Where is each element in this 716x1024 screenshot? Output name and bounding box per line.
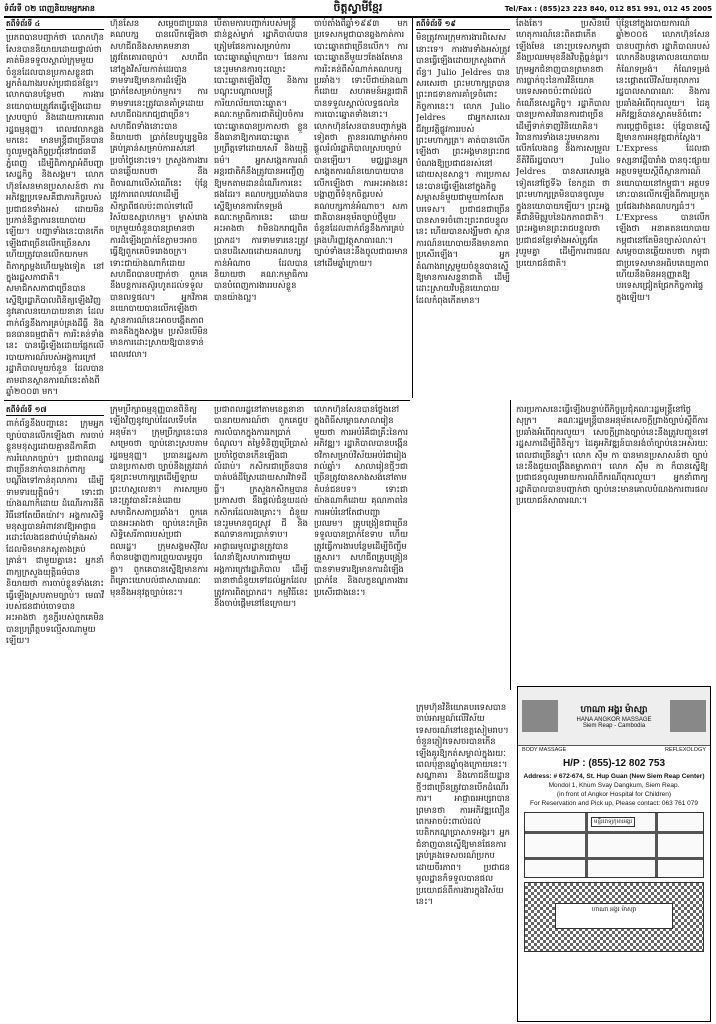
ad-brand-khmer: ហាណា អង្គរ ម៉ាស្សា [580, 703, 648, 714]
column-divider [412, 18, 413, 398]
map-road [655, 813, 658, 877]
ad-brand-latin: HANA ANGKOR MASSAGE [576, 716, 652, 723]
ad-captions [518, 746, 710, 754]
body-massage-caption: BODY MASSAGE [522, 747, 567, 753]
article-body: ក្រុមប្រឹក្សាធម្មនុញ្ញបានពិនិត្យឡើងវិញនូវច្បាប់ដែលទើបតែអនុម័ត។ ក្រុមប្រឹក្សានេះបានសម្រេចថា ច្បាប់នោះស្របតាមរដ្ឋធម្មនុញ្ញ។ ប្រធានរដ្ឋសភាបានប្រកាសថា ច្បាប់នឹងត្រូវដាក់ជូនព្រះមហាក្សត្រដើម្បីឡាយព្រះហស្តលេខា។ ការសម្រេចនេះត្រូវបានរិះគន់ដោយសមាជិកសភាប្រឆាំង។ ពួកគេបានអះអាងថា ច្បាប់នេះកម្រិតសិទ្ធិសេរីភាពរបស់ប្រជាពលរដ្ឋ។ ក្រុមសង្គមស៊ីវិលក៏បានបង្ហាញការព្រួយបារម្ភដូចគ្នា។ ពួកគេបានស្នើឱ្យមានការពិគ្រោះយោបល់ជាសាធារណៈមុននឹងអនុវត្តច្បាប់នេះ។ [110, 404, 208, 597]
article-column [416, 18, 510, 698]
article-body: មិនត្រូវការក្រុមការងារពិសេសនោះទេ។ ការងារទាំងអស់ត្រូវបានធ្វើឡើងដោយក្រសួងពាក់ព័ន្ធ។ Julio Jeldres បានសរសេរថា ព្រះមហាក្សត្របានព្រះរាជទានការគាំទ្រចំពោះកិច្ចការនេះ។ លោក Julio Jeldres ជាអ្នកសរសេរជីវប្រវត្តិផ្លូវការរបស់ព្រះមហាក្សត្រ។ គាត់បានលើកឡើងថា ព្រះអង្គមានព្រះរាជបំណងឱ្យប្រជាជនរស់នៅដោយសុខសាន្ត។ ការប្រកាសនេះបានធ្វើឡើងនៅក្នុងកិច្ចសម្ភាសន៍មួយជាមួយកាសែតបរទេស។ ប្រជាជនជាច្រើនបានសាទរចំពោះព្រះរាជបន្ទូលនេះ ហើយបានសង្ឃឹមថា ស្ថានការណ៍នយោបាយនឹងមានភាពប្រសើរឡើង។ អ្នកតំណាងរាស្ត្រមួយចំនួនបានស្នើឱ្យមានការសន្ទនាជាតិ ដើម្បីដោះស្រាយវិបត្តិនយោបាយដែលកំពុងកើតមាន។ [416, 32, 510, 305]
ad-address [518, 772, 710, 808]
masthead: ចិត្តស្វាមីខ្មែរ [333, 1, 383, 14]
massage-advertisement [517, 686, 711, 1022]
reflexology-caption: REFLEXOLOGY [665, 747, 706, 753]
ad-footer-label: ហាណា អង្គរ ម៉ាស្សា [555, 903, 673, 929]
article-column [6, 404, 104, 1020]
article-column [6, 18, 104, 398]
address-line: Mondol 1, Khum Svay Dangkum, Siem Reap. [548, 782, 680, 789]
article-body: ការប្រកាសនេះធ្វើឡើងបន្ទាប់ពីកិច្ចប្រជុំគណៈរដ្ឋមន្ត្រីនៅថ្ងៃសុក្រ។ គណៈរដ្ឋមន្ត្រីបានអនុម័តសេចក្តីព្រាងច្បាប់ស្តីពីការប្រឆាំងអំពើពុករលួយ។ សេចក្តីព្រាងច្បាប់នេះនឹងត្រូវបញ្ជូនទៅរដ្ឋសភាដើម្បីពិនិត្យ។ ដៃគូអភិវឌ្ឍន៍បានរង់ចាំច្បាប់នេះអស់រយៈពេលជាច្រើនឆ្នាំ។ លោក ស៊ឹម កា បានមានប្រសាសន៍ថា ច្បាប់នេះនឹងជួយពង្រឹងតម្លាភាព។ លោក ស៊ឹម កា ក៏បានស្នើឱ្យប្រជាជនចូលរួមរាយការណ៍ពីករណីពុករលួយ។ អ្នកនាំពាក្យរដ្ឋាភិបាលបានបញ្ជាក់ថា ច្បាប់នេះមានគោលបំណងការពារផលប្រយោជន៍សាធារណៈ។ [516, 404, 708, 506]
article-body: ចាប់តាំងពីឆ្នាំ១៩៩៣ មក ប្រទេសកម្ពុជាបានឆ្លងកាត់ការបោះឆ្នោតជាច្រើនលើក។ ការបោះឆ្នោតនីមួយៗតែងតែមានការរិះគន់ពីសំណាក់គណបក្សប្រឆាំង។ ទោះបីជាយ៉ាងណាក៏ដោយ សហគមន៍អន្តរជាតិបានទទួលស្គាល់លទ្ធផលនៃការបោះឆ្នោតទាំងនោះ។ លោកហ៊ុនសែនបានបញ្ជាក់ម្តងទៀតថា គ្មាននរណាម្នាក់អាចផ្តួលរំលំរដ្ឋាភិបាលស្របច្បាប់បានឡើយ។ មជ្ឈដ្ឋានអ្នកសង្កេតការណ៍នយោបាយបានលើកឡើងថា ការអះអាងនេះបង្ហាញពីទំនុកចិត្តរបស់គណបក្សកាន់អំណាច។ សភាជាតិបានអនុម័តច្បាប់ថ្មីមួយចំនួនដែលពាក់ព័ន្ធនឹងការគ្រប់គ្រងហិរញ្ញវត្ថុសាធារណៈ។ ច្បាប់ទាំងនេះនឹងចូលជាធរមាននៅដើមឆ្នាំក្រោយ។ [314, 18, 408, 268]
article-body: ក្រុមហ៊ុនវិនិយោគបរទេសបានចាប់អារម្មណ៍លើវិស័យទេសចរណ៍នៅខេត្តសៀមរាប។ ចំនួនភ្ញៀវទេសចរបានកើនឡើងគួរឱ្យកត់សម្គាល់ក្នុងរយៈពេលប៉ុន្មានឆ្នាំចុងក្រោយនេះ។ សណ្ឋាគារ និងភោជនីយដ្ឋានថ្មីៗជាច្រើនត្រូវបានបើកដំណើរការ។ អាជ្ញាធរអប្សរាបានព្រមានថា ការអភិវឌ្ឍលឿនពេកអាចប៉ះពាល់ដល់បេតិកភណ្ឌប្រាសាទអង្គរ។ អ្នកជំនាញបានស្នើឱ្យមានផែនការគ្រប់គ្រងទេសចរណ៍ប្រកបដោយចីរភាព។ ប្រជាជនមូលដ្ឋានក៏ទទួលបានផលប្រយោជន៍ពីការងារក្នុងវិស័យនេះ។ [416, 702, 510, 906]
address-line: (in front of Angkor Hospital for Children) [556, 791, 672, 798]
article-column [214, 18, 308, 398]
ad-footer-pattern [524, 882, 704, 952]
map-road [585, 813, 588, 877]
ad-logo [576, 704, 651, 729]
article-body: បើតាមការបញ្ជាក់របស់មន្ត្រីជាន់ខ្ពស់ម្នាក់ រដ្ឋាភិបាលបានត្រៀមផែនការសម្រាប់ការបោះឆ្នោតឆ្នាំក្រោយ។ ផែនការនេះរួមមានការចុះឈ្មោះបោះឆ្នោតឡើងវិញ និងការបណ្តុះបណ្តាលមន្ត្រីការិយាល័យបោះឆ្នោត។ គណៈកម្មាធិការជាតិរៀបចំការបោះឆ្នោតបានប្រកាសថា ខ្លួននឹងធានាឱ្យការបោះឆ្នោតប្រព្រឹត្តទៅដោយសេរី និងយុត្តិធម៌។ អ្នកសង្កេតការណ៍អន្តរជាតិក៏នឹងត្រូវបានអញ្ជើញឱ្យមកតាមដានដំណើរការនេះផងដែរ។ គណបក្សប្រឆាំងបានស្នើឱ្យមានការកែទម្រង់គណៈកម្មាធិការនេះ ដោយអះអាងថា វាមិនឯករាជ្យពិតប្រាកដ។ ការទាមទារនេះត្រូវបានបដិសេធដោយគណបក្សកាន់អំណាច ដែលបាននិយាយថា គណៈកម្មាធិការបានបំពេញការងាររបស់ខ្លួនបានយ៉ាងល្អ។ [214, 18, 308, 302]
section-label: ពេញនិយមអ្នកអាន [39, 4, 95, 13]
article-body: ហ៊ុនសែន សម្ដេចជាប្រធានគណបក្ស បានលើកឡើងថា សហជីពនិងសមាគមនានាត្រូវតែគោរពច្បាប់។ សហជីពនៅក្នុងវិស័យកាត់ដេរបានទាមទារឱ្យមានការដំឡើងប្រាក់ខែសម្រាប់កម្មករ។ ការទាមទារនេះត្រូវបានគាំទ្រដោយសហជីពឯករាជ្យជាច្រើន។ សហជីពទាំងនោះបាននិយាយថា ប្រាក់ខែបច្ចុប្បន្នមិនគ្រប់គ្រាន់សម្រាប់ការរស់នៅប្រចាំថ្ងៃនោះទេ។ ក្រសួងការងារបានឆ្លើយតបថា នឹងពិចារណាលើសំណើនេះ ប៉ុន្តែត្រូវការពេលវេលាដើម្បីសិក្សាពីផលប៉ះពាល់ទៅលើវិស័យឧស្សាហកម្ម។ ម្ចាស់រោងចក្រមួយចំនួនបានព្រមានថា ការដំឡើងប្រាក់ខែភ្លាមៗអាចធ្វើឱ្យពួកគេបិទរោងចក្រ។ ទោះជាយ៉ាងណាក៏ដោយ សហជីពបានបញ្ជាក់ថា ពួកគេនឹងបន្តការតស៊ូរហូតដល់ទទួលបានលទ្ធផល។ អ្នកវិភាគនយោបាយបានលើកឡើងថា ស្ថានការណ៍នេះអាចបង្កើតភាពតានតឹងក្នុងសង្គម ប្រសិនបើមិនមានការដោះស្រាយឱ្យបានទាន់ពេលវេលា។ [110, 18, 208, 359]
article-body: ប្រជាពលរដ្ឋនៅតាមខេត្តនានាបានរាយការណ៍ថា ពួកគេជួបការលំបាកក្នុងការរកប្រាក់ចំណូល។ តម្លៃទំនិញប្រើប្រាស់ប្រចាំថ្ងៃបានកើនឡើងជាលំដាប់។ កសិករជាច្រើនបានបាត់បង់ដីស្រែដោយសារវិវាទដីធ្លី។ ក្រសួងកសិកម្មបានប្រកាសថា នឹងផ្តល់ជំនួយដល់កសិករដែលរងគ្រោះ។ ជំនួយនេះរួមមានពូជស្រូវ ជី និងឥណទានការប្រាក់ទាប។ អាជ្ញាធរមូលដ្ឋានត្រូវបានណែនាំឱ្យសហការជាមួយអង្គការក្រៅរដ្ឋាភិបាល ដើម្បីធានាថាជំនួយទៅដល់អ្នកដែលត្រូវការពិតប្រាកដ។ កម្មវិធីនេះនឹងចាប់ផ្តើមនៅខែក្រោយ។ [214, 404, 308, 608]
continued-label: តពីទំព័រទី ១៧ [6, 404, 104, 416]
location-map [524, 812, 704, 878]
continued-label: តពីទំព័រទី ១៩ [416, 18, 510, 30]
map-road [525, 857, 703, 860]
page-header [4, 2, 712, 18]
article-column [416, 702, 510, 1020]
massage-photo [522, 700, 558, 732]
ad-tagline: Siem Reap - Cambodia [582, 722, 646, 729]
article-column [110, 18, 208, 398]
article-body: លោកហ៊ុនសែនបានថ្លែងនៅក្នុងពិធីសម្ពោធសាលារៀនមួយថា ការអប់រំគឺជាគ្រឹះនៃការអភិវឌ្ឍ។ រដ្ឋាភិបាលបានបង្កើនថវិកាសម្រាប់វិស័យអប់រំជារៀងរាល់ឆ្នាំ។ សាលារៀនថ្មីៗជាច្រើនត្រូវបានសាងសង់នៅតាមតំបន់ជនបទ។ ទោះជាយ៉ាងណាក៏ដោយ គុណភាពនៃការអប់រំនៅតែជាបញ្ហាប្រឈម។ គ្រូបង្រៀនជាច្រើនទទួលបានប្រាក់ខែទាប ហើយត្រូវធ្វើការងារបន្ថែមដើម្បីចិញ្ចឹមគ្រួសារ។ សហជីពគ្រូបង្រៀនបានទាមទារឱ្យមានការដំឡើងប្រាក់ខែ និងលក្ខខណ្ឌការងារប្រសើរជាងនេះ។ [314, 404, 408, 597]
article-body: តែងតែ។ ប្រសិនបើ ហេតុការណ៍នេះពិតជាកើតឡើងមែន នោះប្រទេសកម្ពុជានឹងប្រឈមមុខនឹងវិបត្តិធ្ងន់ធ្ងរ។ ក្រុមអ្នកជំនាញបានព្រមានថា ការធ្លាក់ចុះនៃការវិនិយោគបរទេសអាចប៉ះពាល់ដល់កំណើនសេដ្ឋកិច្ច។ រដ្ឋាភិបាលបានប្រកាសវិធានការជាច្រើនដើម្បីទាក់ទាញវិនិយោគិន។ វិធានការទាំងនេះរួមមានការលើកលែងពន្ធ និងការសម្រួលនីតិវិធីរដ្ឋបាល។ Julio Jeldres បានសរសេរម្តងទៀតនៅថ្ងៃទី៦ ខែកក្កដា ថា ព្រះមហាក្សត្រមិនបានចូលរួមក្នុងនយោបាយឡើយ។ ព្រះអង្គគឺជានិមិត្តរូបនៃឯកភាពជាតិ។ ព្រះអង្គមានព្រះរាជបន្ទូលថា ប្រជាជនខ្មែរទាំងអស់ត្រូវតែរួបរួមគ្នា ដើម្បីការពារផលប្រយោជន៍ជាតិ។ [516, 18, 610, 268]
ad-banner [518, 687, 710, 746]
article-column [314, 18, 408, 398]
article-body: ប្រភពបានបញ្ជាក់ថា លោកហ៊ុនសែនបាននិយាយដោយផ្ទាល់ថា គាត់មិនទទួលស្គាល់ក្រុមមួយចំនួនដែលបានប្រកាសខ្លួនជាអ្នកតំណាងរបស់ប្រជាជនខ្មែរ។ លោកបានបន្ថែមថា ការងារនយោបាយត្រូវតែធ្វើឡើងដោយស្របច្បាប់ និងដោយការគោរពរដ្ឋធម្មនុញ្ញ។ ពេលវេលាកន្លងមកនេះ មានមន្ត្រីជាច្រើនបានចូលរួមក្នុងកិច្ចប្រជុំនៅរាជធានីភ្នំពេញ ដើម្បីពិភាក្សាអំពីបញ្ហាសេដ្ឋកិច្ច និងសង្គម។ លោកហ៊ុនសែនមានប្រសាសន៍ថា ការអភិវឌ្ឍប្រទេសគឺជាភារកិច្ចរបស់ប្រជាជនទាំងអស់ ដោយមិនប្រកាន់និន្នាការនយោបាយឡើយ។ បញ្ហាទាំងនេះបានកើតឡើងជាច្រើនលើកច្រើនសារ ហើយត្រូវបានលើកយកមកពិភាក្សាម្តងហើយម្តងទៀត នៅក្នុងរដ្ឋសភាជាតិ។ សមាជិកសភាជាច្រើនបានស្នើឱ្យរដ្ឋាភិបាលពិនិត្យឡើងវិញនូវគោលនយោបាយនានា ដែលពាក់ព័ន្ធនឹងការគ្រប់គ្រងដីធ្លី និងធនធានធម្មជាតិ។ ការរិះគន់ទាំងនេះ បានធ្វើឡើងដោយផ្អែកលើរបាយការណ៍របស់អង្គការក្រៅរដ្ឋាភិបាលមួយចំនួន ដែលបានតាមដានស្ថានការណ៍នេះតាំងពីឆ្នាំ២០០៣ មក។ [6, 32, 104, 396]
column-divider [510, 400, 511, 690]
page-label [4, 3, 240, 15]
contact-info: Tel/Fax : (855)23 223 840, 012 851 991, 012 45 2005 [504, 5, 712, 13]
section-divider [4, 400, 410, 401]
map-road [525, 831, 703, 834]
article-column [516, 404, 708, 682]
page-number: ទំព័រទី ០២ [4, 4, 37, 13]
reflexology-photo [670, 700, 706, 732]
article-column [110, 404, 208, 1020]
article-column [314, 404, 408, 1020]
article-body: ប៉ុន្តែនៅក្នុងរបាយការណ៍ឆ្នាំ២០០៥ លោកហ៊ុនសែនបានបញ្ជាក់ថា រដ្ឋាភិបាលរបស់លោកនឹងបន្តគោលនយោបាយកំណែទម្រង់។ កំណែទម្រង់នេះផ្តោតលើវិស័យតុលាការ រដ្ឋបាលសាធារណៈ និងការប្រឆាំងអំពើពុករលួយ។ ដៃគូអភិវឌ្ឍន៍បានស្វាគមន៍ចំពោះការប្តេជ្ញាចិត្តនេះ ប៉ុន្តែបានស្នើឱ្យមានការអនុវត្តជាក់ស្តែង។ L'Express ដែលជាទស្សនាវដ្តីបារាំង បានចុះផ្សាយអត្ថបទមួយស្តីពីស្ថានការណ៍នយោបាយនៅកម្ពុជា។ អត្ថបទនោះបានលើកឡើងពីការប្រកួតប្រជែងរវាងគណបក្សធំៗ។ L'Express បានលើកឡើងថា អនាគតនយោបាយកម្ពុជានៅតែមិនច្បាស់លាស់។ សម្តេចបានឆ្លើយតបថា កម្ពុជាជាប្រទេសមានអធិបតេយ្យភាព ហើយនឹងមិនអនុញ្ញាតឱ្យបរទេសជ្រៀតជ្រែកកិច្ចការផ្ទៃក្នុងឡើយ។ [616, 18, 710, 302]
address-line: Address: # 672-674, St. Hup Guan (New Siem Reap Center) [523, 773, 705, 780]
ad-phone: H/P : (855)-12 802 753 [562, 758, 666, 769]
map-landmark: មន្ទីរពេទ្យកុមារអង្គរ [591, 817, 635, 827]
continued-label: តពីទំព័រទី ៤ [6, 18, 104, 30]
reservation-info: For Reservation and Pick up, Please contact: 063 761 079 [529, 800, 699, 807]
article-body: ពាក់ព័ន្ធនឹងបញ្ហានេះ ក្រុមអ្នកច្បាប់បានលើកឡើងថា ការចាប់ខ្លួនមនុស្សដោយគ្មានដីកាគឺជាការរំលោភច្បាប់។ ប្រជាពលរដ្ឋជាច្រើននាក់បានដាក់ពាក្យបណ្តឹងទៅកាន់តុលាការ ដើម្បីទាមទារយុត្តិធម៌។ ទោះជាយ៉ាងណាក៏ដោយ ដំណើរការនីតិវិធីនៅតែយឺតយ៉ាវ។ អង្គការសិទ្ធិមនុស្សបានអំពាវនាវឱ្យអាជ្ញាធរដោះលែងជនជាប់ឃុំទាំងអស់ ដែលមិនមានភស្តុតាងគ្រប់គ្រាន់។ ជាមួយគ្នានេះ អ្នកនាំពាក្យក្រសួងយុត្តិធម៌បាននិយាយថា ការចាប់ខ្លួនទាំងនោះធ្វើឡើងស្របតាមច្បាប់។ មេធាវីរបស់ជនជាប់ចោទបានអះអាងថា កូនក្តីរបស់ពួកគេមិនបានប្រព្រឹត្តបទល្មើសណាមួយឡើយ។ [6, 418, 104, 646]
article-column [214, 404, 308, 1020]
